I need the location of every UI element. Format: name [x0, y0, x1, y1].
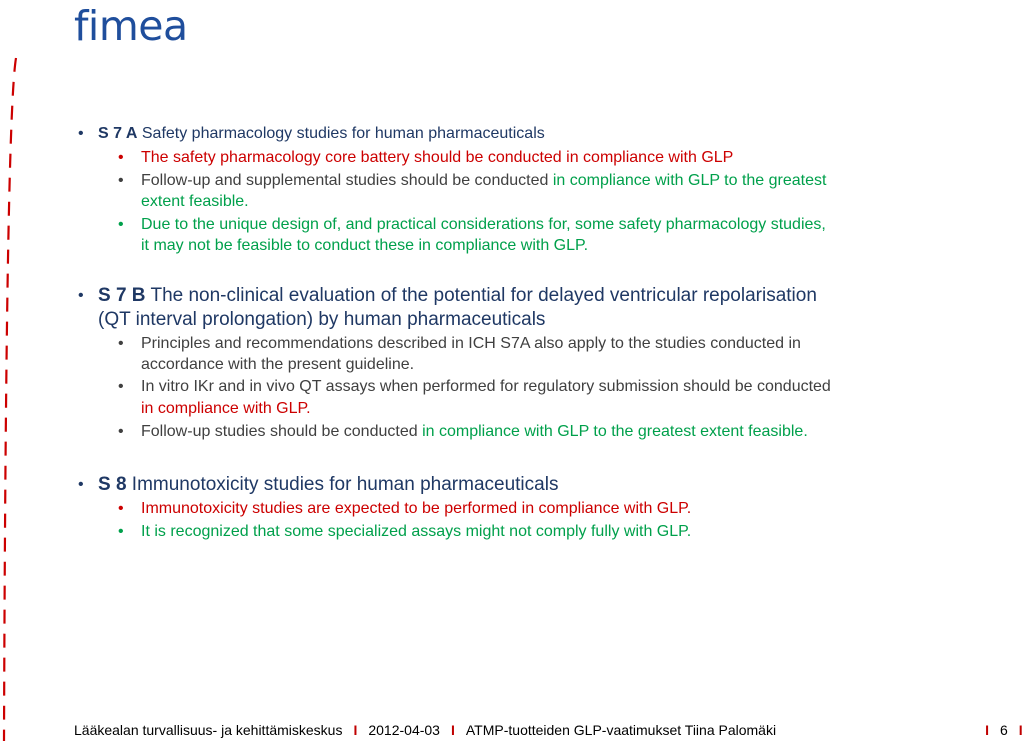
footer-separator: I [1018, 722, 1023, 738]
footer-title: ATMP-tuotteiden GLP-vaatimukset Tiina Palomäki [465, 722, 777, 738]
bullet-icon: • [118, 500, 124, 517]
bullet-icon: • [78, 476, 84, 493]
footer-separator: I [985, 722, 989, 738]
bullet-icon: • [118, 423, 124, 440]
bullet-icon: • [118, 523, 124, 540]
footer [74, 721, 1034, 739]
bullet-icon: • [118, 172, 124, 189]
bullet-icon: • [78, 287, 84, 304]
footer-date: 2012-04-03 [368, 722, 440, 738]
footer-page-number: 6 [999, 722, 1008, 738]
bullet-icon: • [118, 378, 124, 395]
fimea-logo: fimea [74, 2, 188, 50]
bullet-icon: • [118, 335, 124, 352]
footer-org: Lääkealan turvallisuus- ja kehittämiskeskus [74, 722, 343, 738]
slide-content: • S 7 A Safety pharmacology studies for human pharmaceuticals • The safety pharmacology core battery should be conducted in compliance with GLP • Follow-up and supplemental studies should be conducted in compliance with GLP to the greatest extent feasible. • Due to the unique design of, and practical considerations for, some safety pharmacology studies, it may not be feasible to conduct these in compliance with GLP. • S 7 B The non-clinical evaluation of the potential for delayed ventricular repolarisation (QT interval prolongation) by human pharmaceuticals • Principles and recommendations described in ICH S7A also apply to the studies conducted in accordance with the present guideline. • In vitro IKr and in vivo QT assays when performed for regulatory submission should be conducted in compliance with GLP. • Follow-up studies should be conducted in compliance with GLP to the greatest extent feasible. • S 8 Immunotoxicity studies for human pharmaceuticals • Immunotoxicity studies are expected to be performed in compliance with GLP. • It is recognized that some specialized assays might not comply fully with GLP. [0, 0, 960, 741]
footer-separator: I [450, 722, 455, 738]
bullet-icon: • [118, 216, 124, 233]
footer-separator: I [353, 722, 358, 738]
bullet-icon: • [118, 149, 124, 166]
bullet-icon: • [78, 125, 84, 142]
